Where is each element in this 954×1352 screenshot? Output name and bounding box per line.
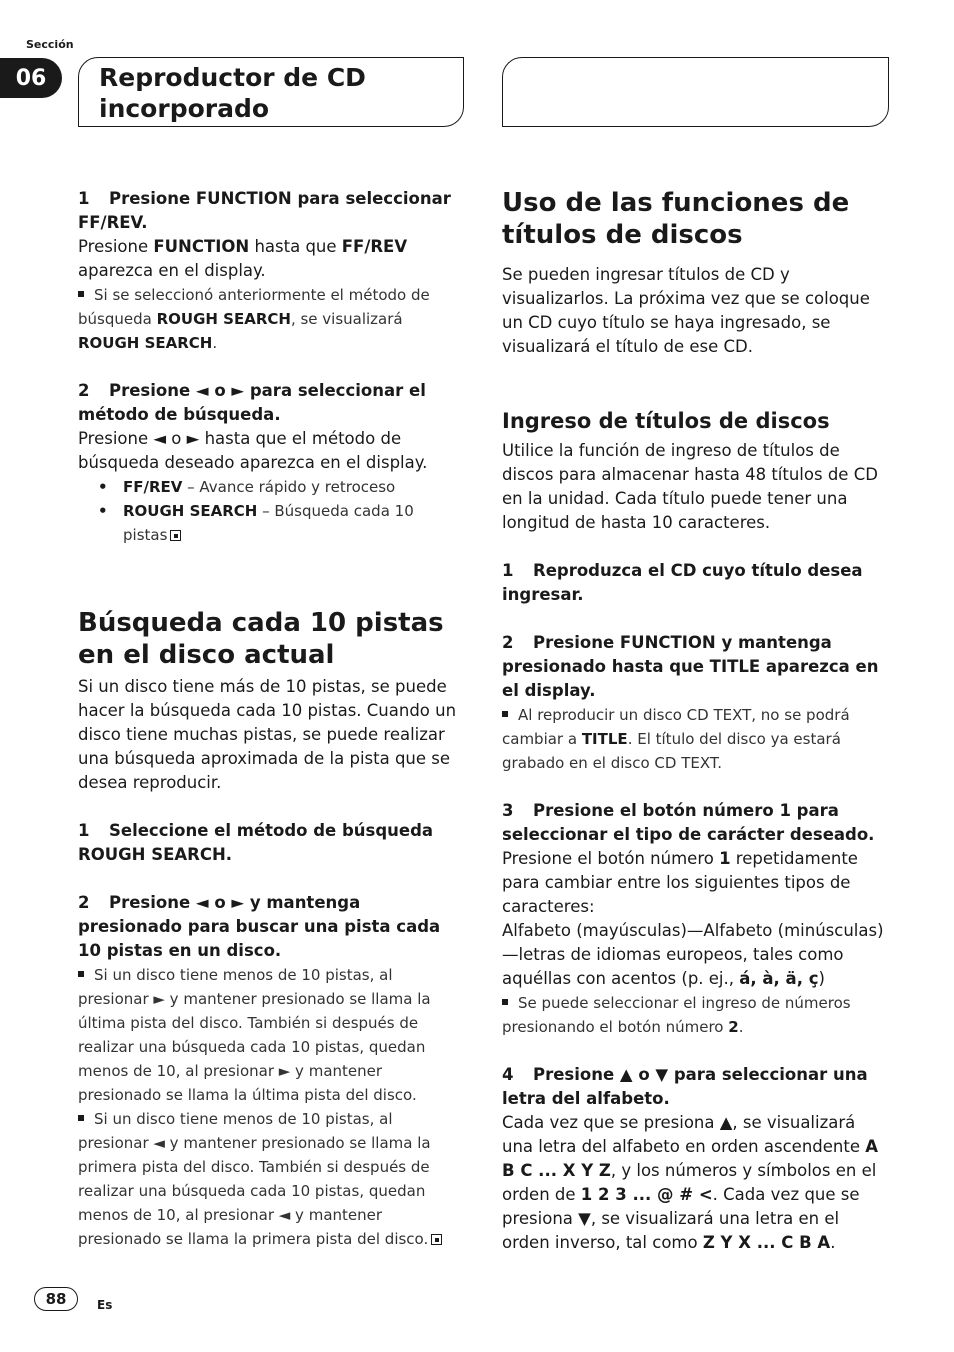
step-select-method [78,379,460,427]
subsection-heading: Ingreso de títulos de discos [502,409,830,433]
step-number: 1 [78,189,90,208]
step-number: 3 [502,801,514,820]
step-number: 2 [78,893,90,912]
text: Cada vez que se presiona ▲, se visualizará una letra del alfabeto en orden ascendente [502,1113,866,1156]
text: Si un disco tiene menos de 10 pistas, al presionar ◄ y mantener presionado se llama la primera pista del disco. También si después de realizar una búsqueda cada 10 pistas, quedan menos de 10, al presionar ◄ y mantener presionado se llama la primera pista del disco. [78,1110,431,1248]
step-title: Reproduzca el CD cuyo título desea ingresar. [502,561,863,604]
note-square-icon [502,711,508,717]
left-column [78,187,460,1251]
text: . Cada vez que se presiona ▼, se visualizará una letra en el orden inverso, tal como [502,1185,860,1252]
text: Se puede seleccionar el ingreso de números presionando el botón número [502,994,851,1036]
text: , y los números y símbolos en el orden de [502,1161,877,1204]
text-bold: FF/REV [123,478,183,496]
note-square-icon [502,999,508,1005]
text-bold: TITLE [581,730,628,748]
step-title: Presione el botón número 1 para seleccionar el tipo de carácter deseado. [502,801,875,844]
text: Presione el botón número [502,849,720,868]
text: Si se seleccionó anteriormente el método de búsqueda [78,286,430,328]
text: Si un disco tiene menos de 10 pistas, al presionar ► y mantener presionado se llama la última pista del disco. También si después de realizar una búsqueda cada 10 pistas, quedan menos de 10, al presionar ► y mantener presionado se llama la última pista del disco. [78,966,431,1104]
text: Presione [78,237,154,256]
step-select-letter [502,1063,884,1111]
text-bold: á, à, ä, ç [739,969,819,988]
text-bold: ROUGH SEARCH [78,334,213,352]
method-list [78,475,460,547]
step-body [502,847,884,919]
step-number: 2 [502,633,514,652]
note-square-icon [78,971,84,977]
chapter-title-line1: Reproductor de CD [99,63,366,92]
text: ) [818,969,825,988]
section-intro: Se pueden ingresar títulos de CD y visualizarlos. La próxima vez que se coloque un CD cuyo título se haya ingresado, se visualizará el título de ese CD. [502,265,870,356]
chapter-header [78,57,464,127]
text-bold: FF/REV [341,237,408,256]
section-intro: Si un disco tiene más de 10 pistas, se puede hacer la búsqueda cada 10 pistas. Cuando un disco tiene muchas pistas, se puede realizar una búsqueda aproximada de la pista que se desea reproducir. [78,677,457,792]
right-column [502,187,884,1255]
text: – Búsqueda cada 10 pistas [123,502,414,544]
text-bold: 2 [728,1018,739,1036]
section-number-tab: 06 [0,58,62,98]
section-label: Sección [26,38,74,51]
step-body [502,919,884,991]
step-hold-search [78,891,460,963]
list-item [78,499,460,547]
text-bold: 1 2 3 ... @ # < [580,1185,713,1204]
text: . El título del disco ya estará grabado en el disco CD TEXT. [502,730,841,772]
section-heading: Uso de las funciones de títulos de discos [502,188,850,250]
language-code: Es [97,1298,113,1312]
text: – Avance rápido y retroceso [182,478,396,496]
text-bold: A B C ... X Y Z [502,1137,879,1180]
text: . [830,1233,836,1252]
step-number: 2 [78,381,90,400]
list-item [78,475,460,499]
step-hold-function [502,631,884,703]
text-bold: Z Y X ... C B A [702,1233,831,1252]
text: Alfabeto (mayúsculas)—Alfabeto (minúsculas)—letras de idiomas europeos, tales como aquéllas con acentos (p. ej., [502,921,884,988]
text-bold: ROUGH SEARCH [156,310,291,328]
step-title: Presione FUNCTION para seleccionar FF/REV. [78,189,451,232]
section-heading: Búsqueda cada 10 pistas en el disco actual [78,608,444,670]
step-body [78,235,460,283]
chapter-title [99,62,463,124]
note [78,1107,460,1251]
text-bold: 1 [719,849,731,868]
step-title: Presione ◄ o ► para seleccionar el método de búsqueda. [78,381,426,424]
subsection-body: Utilice la función de ingreso de títulos de discos para almacenar hasta 48 títulos de CD en la unidad. Cada título puede tener una longitud de hasta 10 caracteres. [502,441,878,532]
step-title: Presione ▲ o ▼ para seleccionar una letra del alfabeto. [502,1065,868,1108]
end-mark-icon [170,530,181,541]
text-bold: FUNCTION [153,237,250,256]
step-title: Presione FUNCTION y mantenga presionado hasta que TITLE aparezca en el display. [502,633,879,700]
header-empty-box [502,57,889,127]
step-body [502,1111,884,1255]
step-body: Presione ◄ o ► hasta que el método de búsqueda deseado aparezca en el display. [78,429,428,472]
text: Al reproducir un disco CD TEXT, no se podrá cambiar a [502,706,850,748]
step-title: Seleccione el método de búsqueda ROUGH SEARCH. [78,821,434,864]
text: repetidamente para cambiar entre los siguientes tipos de caracteres: [502,849,858,916]
text: , se visualizará [290,310,403,328]
page-number: 88 [34,1287,78,1311]
note [78,283,460,355]
note-square-icon [78,1115,84,1121]
note-square-icon [78,291,84,297]
step-number: 1 [78,821,90,840]
step-play-cd [502,559,884,607]
text: hasta que [249,237,342,256]
step-select-char-type [502,799,884,847]
step-number: 1 [502,561,514,580]
step-number: 4 [502,1065,514,1084]
note [502,991,884,1039]
step-title: Presione ◄ o ► y mantenga presionado para buscar una pista cada 10 pistas en un disco. [78,893,441,960]
text-bold: ROUGH SEARCH [123,502,258,520]
note [502,703,884,775]
note [78,963,460,1107]
end-mark-icon [431,1234,442,1245]
text: . [212,334,218,352]
step-select-rough-search [78,819,460,867]
chapter-title-line2: incorporado [99,94,270,123]
text: . [738,1018,744,1036]
text: aparezca en el display. [78,261,266,280]
step-ff-rev [78,187,460,235]
